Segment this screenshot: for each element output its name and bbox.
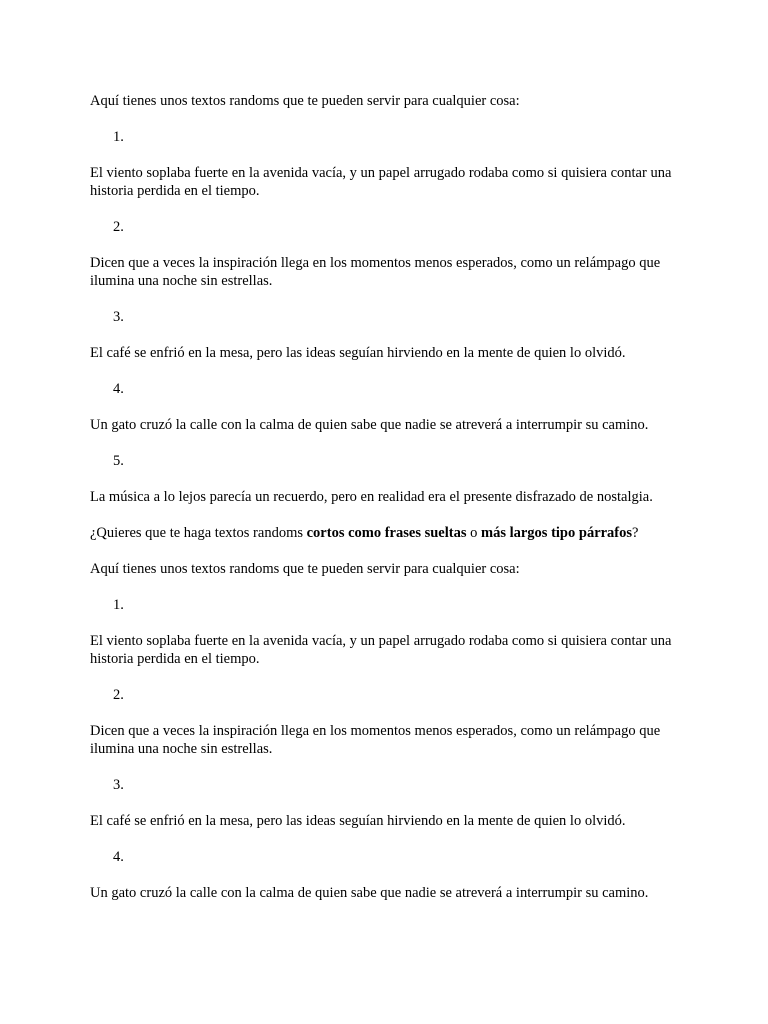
list-item-text: La música a lo lejos parecía un recuerdo, pero en realidad era el presente disfrazado de nostalgia.	[90, 489, 653, 505]
intro-paragraph: Aquí tienes unos textos randoms que te pueden servir para cualquier cosa:	[90, 93, 520, 109]
question-middle: o	[466, 525, 481, 541]
list-number: 3.	[113, 777, 124, 793]
list-item-text: El viento soplaba fuerte en la avenida vacía, y un papel arrugado rodaba como si quisiera contar una historia perdida en el tiempo.	[90, 165, 672, 199]
list-item-text: Dicen que a veces la inspiración llega en los momentos menos esperados, como un relámpago que ilumina una noche sin estrellas.	[90, 255, 661, 289]
question-suffix: ?	[632, 525, 639, 541]
list-item-text: Un gato cruzó la calle con la calma de quien sabe que nadie se atreverá a interrumpir su camino.	[90, 417, 649, 433]
list-item-text: El café se enfrió en la mesa, pero las ideas seguían hirviendo en la mente de quien lo olvidó.	[90, 345, 626, 361]
question-bold-option-2: más largos tipo párrafos	[481, 525, 633, 541]
question-prefix: ¿Quieres que te haga textos randoms	[90, 525, 307, 541]
list-number: 3.	[113, 309, 124, 325]
question-paragraph	[90, 524, 680, 542]
list-item-text: Dicen que a veces la inspiración llega en los momentos menos esperados, como un relámpago que ilumina una noche sin estrellas.	[90, 723, 661, 757]
list-number: 1.	[113, 129, 124, 145]
list-item-text: Un gato cruzó la calle con la calma de quien sabe que nadie se atreverá a interrumpir su camino.	[90, 885, 649, 901]
list-number: 2.	[113, 219, 124, 235]
list-number: 4.	[113, 381, 124, 397]
list-item-text: El viento soplaba fuerte en la avenida vacía, y un papel arrugado rodaba como si quisiera contar una historia perdida en el tiempo.	[90, 633, 672, 667]
list-item-text: El café se enfrió en la mesa, pero las ideas seguían hirviendo en la mente de quien lo olvidó.	[90, 813, 626, 829]
document-page	[90, 92, 680, 920]
list-number: 1.	[113, 597, 124, 613]
intro-paragraph: Aquí tienes unos textos randoms que te pueden servir para cualquier cosa:	[90, 561, 520, 577]
question-bold-option-1: cortos como frases sueltas	[306, 525, 467, 541]
list-number: 2.	[113, 687, 124, 703]
list-number: 4.	[113, 849, 124, 865]
list-number: 5.	[113, 453, 124, 469]
